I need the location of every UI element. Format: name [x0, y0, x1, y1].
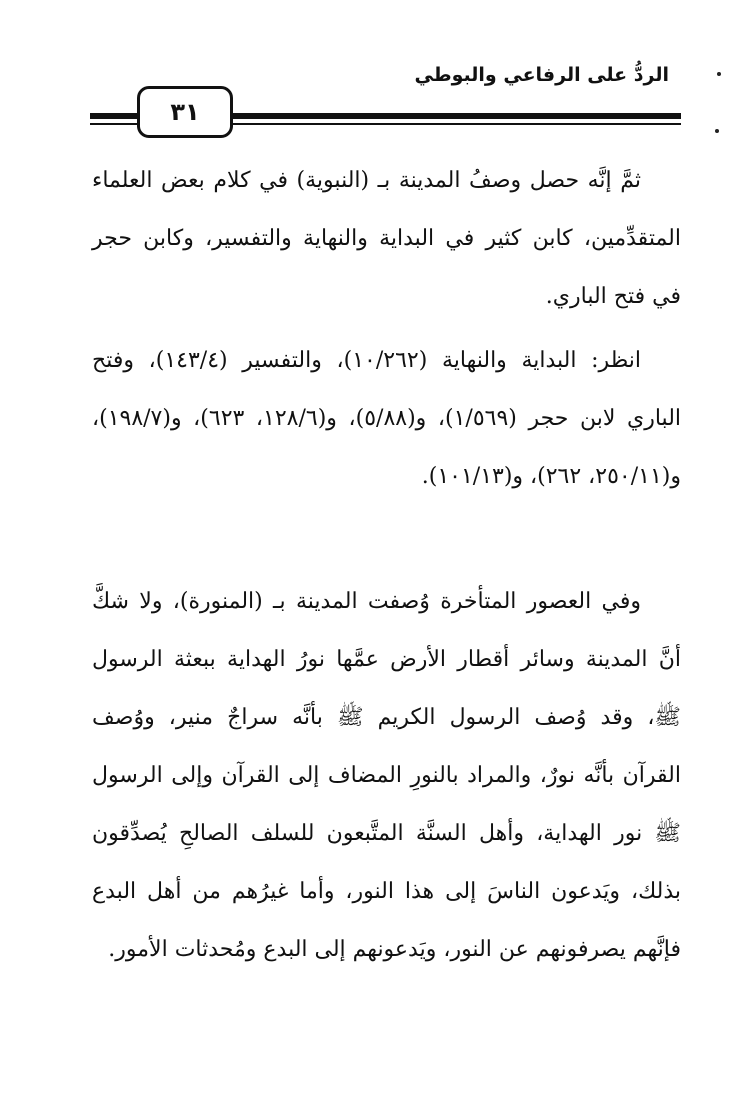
- page-number: ٣١: [137, 86, 233, 138]
- scan-speck-dot: [715, 129, 719, 133]
- paragraph-text: وفي العصور المتأخرة وُصفت المدينة بـ (المنورة)، ولا شكَّ أنَّ المدينة وسائر أقطار الأرض عمَّها نورُ الهداية ببعثة الرسول ﷺ، وقد وُصف الرسول الكريم ﷺ بأنَّه سراجٌ منير، ووُصف القرآن بأنَّه نورٌ، والمراد بالنورِ المضاف إلى القرآن وإلى الرسول ﷺ نور الهداية، وأهل السنَّة المتَّبعون للسلف الصالحِ يُصدِّقون بذلك، ويَدعون الناسَ إلى هذا النور، وأما غيرُهم من أهل البدع فإنَّهم يصرفونهم عن النور، ويَدعونهم إلى البدع ومُحدثات الأمور.: [92, 589, 681, 962]
- paragraph-3: [92, 573, 681, 979]
- paragraph-2-references: [92, 332, 681, 506]
- paragraph-text: انظر: البداية والنهاية (١٠/٢٦٢)، والتفسير (١٤٣/٤)، وفتح الباري لابن حجر (١/٥٦٩)، و(٥/٨٨)، و(١٢٨/٦، ٦٢٣)، و(١٩٨/٧)، و(٢٥٠/١١، ٢٦٢)، و(١٠١/١٣).: [92, 348, 682, 489]
- paragraph-text: ثمَّ إنَّه حصل وصفُ المدينة بـ (النبوية) في كلام بعض العلماء المتقدِّمين، كابن كثير في البداية والنهاية والتفسير، وكابن حجر في فتح الباري.: [92, 168, 681, 309]
- paragraph-1: [92, 152, 681, 326]
- scan-speck-dot: [717, 72, 721, 76]
- running-title: الردُّ على الرفاعي والبوطي: [414, 64, 669, 86]
